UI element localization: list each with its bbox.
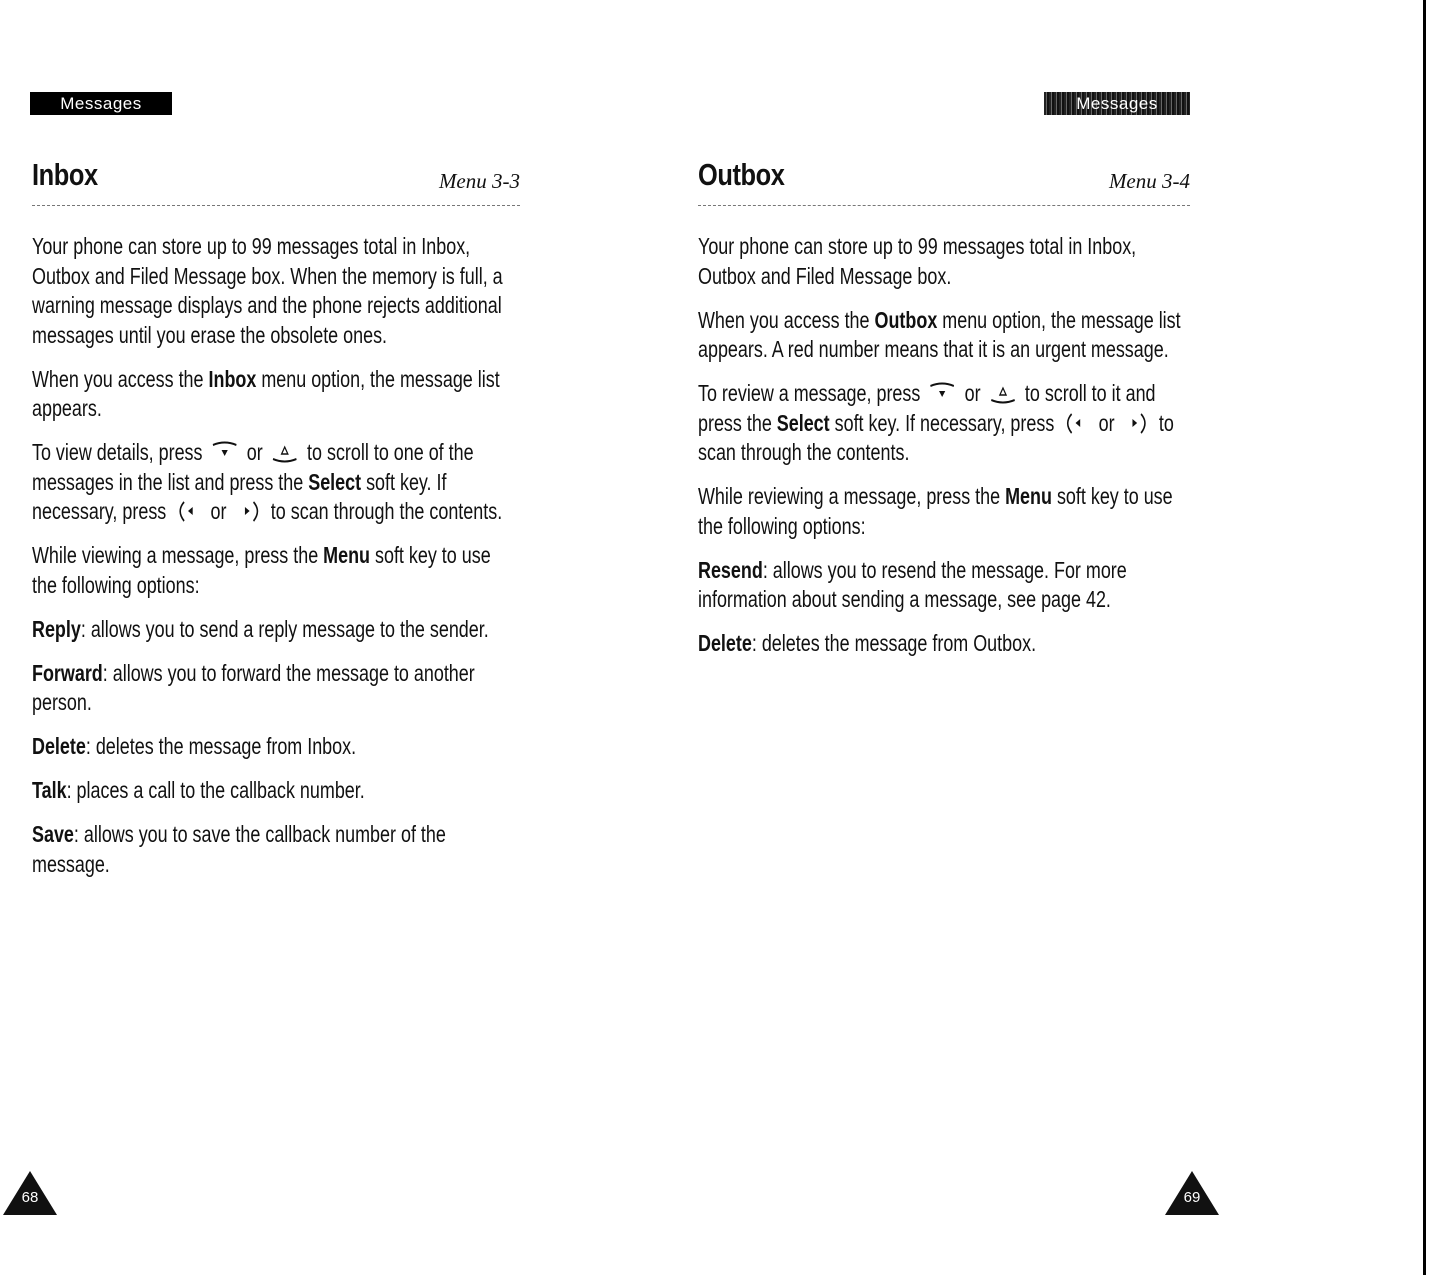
option-forward: Forward: allows you to forward the message to another person. (32, 659, 475, 715)
paragraph-review: To review a message, press or to scroll to it and press the Select soft key. If necessary, press or to scan through the contents. (698, 380, 1174, 465)
option-delete: Delete: deletes the message from Outbox. (698, 630, 1037, 656)
option-resend: Resend: allows you to resend the message. For more information about sending a message, see page 42. (698, 556, 1127, 612)
scroll-down-key-icon (989, 382, 1017, 404)
paragraph-access: When you access the Inbox menu option, the message list appears. (32, 365, 500, 421)
scroll-up-key-icon (211, 441, 239, 463)
section-tab: Messages (1044, 92, 1190, 115)
paragraph-menu: While reviewing a message, press the Menu soft key to use the following options: (698, 483, 1173, 539)
page-edge-bar (1423, 0, 1426, 1275)
body-text (32, 232, 516, 894)
paragraph-storage: Your phone can store up to 99 messages total in Inbox, Outbox and Filed Message box. (698, 233, 1137, 289)
page-title: Inbox (32, 157, 98, 192)
paragraph-storage: Your phone can store up to 99 messages total in Inbox, Outbox and Filed Message box. When the memory is full, a warning message displays and the phone rejects additional messages until you erase the obsolete ones. (32, 233, 503, 348)
option-delete: Delete: deletes the message from Inbox. (32, 733, 357, 759)
scroll-down-key-icon (271, 441, 299, 463)
paragraph-view-details: To view details, press or to scroll to one of the messages in the list and press the Select soft key. If necessary, press or to scan through the contents. (32, 439, 503, 524)
body-text (698, 232, 1182, 673)
left-key-icon (1062, 412, 1090, 434)
right-key-icon (1123, 412, 1151, 434)
section-tab: Messages (30, 92, 172, 115)
menu-reference: Menu 3-4 (1108, 169, 1190, 193)
left-page (32, 0, 520, 1275)
page-number: 68 (21, 1189, 39, 1206)
right-page (698, 0, 1190, 1275)
page-number-badge (1164, 1170, 1220, 1216)
section-header (698, 155, 1190, 206)
page-number: 69 (1183, 1189, 1201, 1206)
page-number-badge (2, 1170, 58, 1216)
menu-reference: Menu 3-3 (438, 169, 520, 193)
paragraph-access: When you access the Outbox menu option, the message list appears. A red number means that it is an urgent message. (698, 306, 1181, 362)
left-key-icon (174, 500, 202, 522)
option-reply: Reply: allows you to send a reply message to the sender. (32, 615, 489, 642)
option-save: Save: allows you to save the callback number of the message. (32, 821, 446, 877)
paragraph-menu: While viewing a message, press the Menu soft key to use the following options: (32, 542, 491, 598)
option-talk: Talk: places a call to the callback number. (32, 777, 365, 803)
scroll-up-key-icon (928, 382, 956, 404)
right-key-icon (235, 500, 263, 522)
section-header (32, 155, 520, 206)
page-title: Outbox (698, 157, 785, 192)
